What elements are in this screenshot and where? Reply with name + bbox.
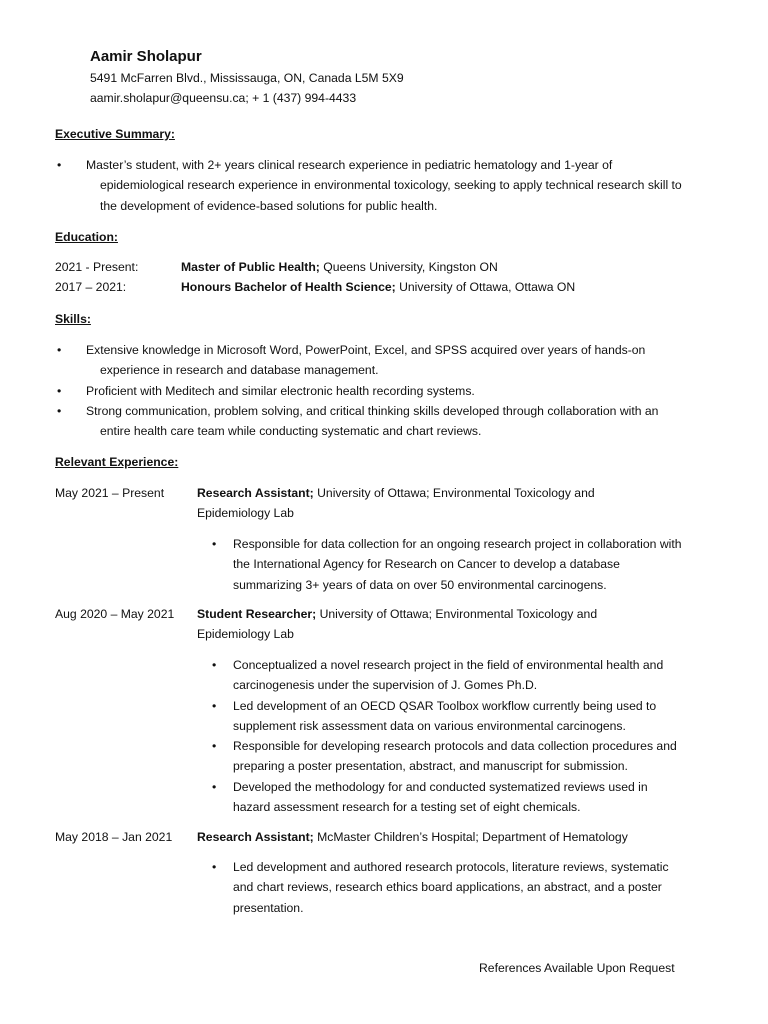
experience-bullet: • Responsible for developing research protocols and data collection procedures and preparing a poster presentation, abstract, and manuscript for submission. [233, 736, 683, 777]
skill-item: • Proficient with Meditech and similar electronic health recording systems. [86, 381, 686, 401]
experience-bullets [233, 655, 683, 817]
experience-role: Student Researcher; [197, 607, 317, 621]
address-line: 5491 McFarren Blvd., Mississauga, ON, Canada L5M 5X9 [90, 71, 404, 85]
experience-date: May 2021 – Present [55, 486, 165, 500]
education-degree: Honours Bachelor of Health Science; [181, 280, 396, 294]
summary-heading: Executive Summary: [55, 127, 175, 141]
skill-item: • Strong communication, problem solving, and critical thinking skills developed through collaboration with an entire health care team while conducting systematic and chart reviews. [86, 401, 686, 442]
experience-role: Research Assistant; [197, 830, 314, 844]
education-date: 2021 - Present: [55, 260, 139, 274]
summary-item: • Master’s student, with 2+ years clinical research experience in pediatric hematology and 1-year of epidemiological research experience in environmental toxicology, seeking to apply technical research skill to the development of evidence-based solutions for public health. [86, 155, 686, 216]
education-school: Queens University, Kingston ON [319, 260, 498, 274]
experience-title [197, 604, 657, 645]
experience-bullets [233, 534, 683, 595]
experience-role: Research Assistant; [197, 486, 314, 500]
references-note: References Available Upon Request [479, 961, 675, 975]
experience-org: McMaster Children’s Hospital; Department of Hematology [313, 830, 628, 844]
education-date: 2017 – 2021: [55, 280, 127, 294]
education-school: University of Ottawa, Ottawa ON [395, 280, 576, 294]
experience-bullet: • Led development of an OECD QSAR Toolbox workflow currently being used to supplement risk assessment data on various environmental carcinogens. [233, 696, 683, 737]
skill-item: • Extensive knowledge in Microsoft Word, PowerPoint, Excel, and SPSS acquired over years of hands-on experience in research and database management. [86, 340, 686, 381]
experience-heading: Relevant Experience: [55, 455, 179, 469]
experience-org: University of Ottawa; Environmental Toxicology and Epidemiology Lab [197, 486, 595, 521]
experience-bullets [233, 857, 683, 918]
experience-date: May 2018 – Jan 2021 [55, 830, 173, 844]
skills-heading: Skills: [55, 312, 91, 326]
candidate-name: Aamir Sholapur [90, 48, 202, 65]
experience-bullet: • Developed the methodology for and conducted systematized reviews used in hazard assessment research for a testing set of eight chemicals. [233, 777, 683, 818]
experience-bullet: • Responsible for data collection for an ongoing research project in collaboration with the International Agency for Research on Cancer to develop a database summarizing 3+ years of data on over 50 environmental carcinogens. [233, 534, 683, 595]
education-heading: Education: [55, 230, 118, 244]
experience-title [197, 827, 657, 847]
experience-bullet: • Conceptualized a novel research project in the field of environmental health and carcinogenesis under the supervision of J. Gomes Ph.D. [233, 655, 683, 696]
education-degree: Master of Public Health; [181, 260, 320, 274]
contact-line: aamir.sholapur@queensu.ca; + 1 (437) 994-4433 [90, 91, 357, 105]
summary-list [86, 155, 686, 216]
skills-list [86, 340, 686, 441]
experience-date: Aug 2020 – May 2021 [55, 607, 175, 621]
experience-org: University of Ottawa; Environmental Toxicology and Epidemiology Lab [197, 607, 598, 642]
experience-bullet: • Led development and authored research protocols, literature reviews, systematic and chart reviews, research ethics board applications, an abstract, and a poster presentation. [233, 857, 683, 918]
experience-title [197, 483, 657, 524]
